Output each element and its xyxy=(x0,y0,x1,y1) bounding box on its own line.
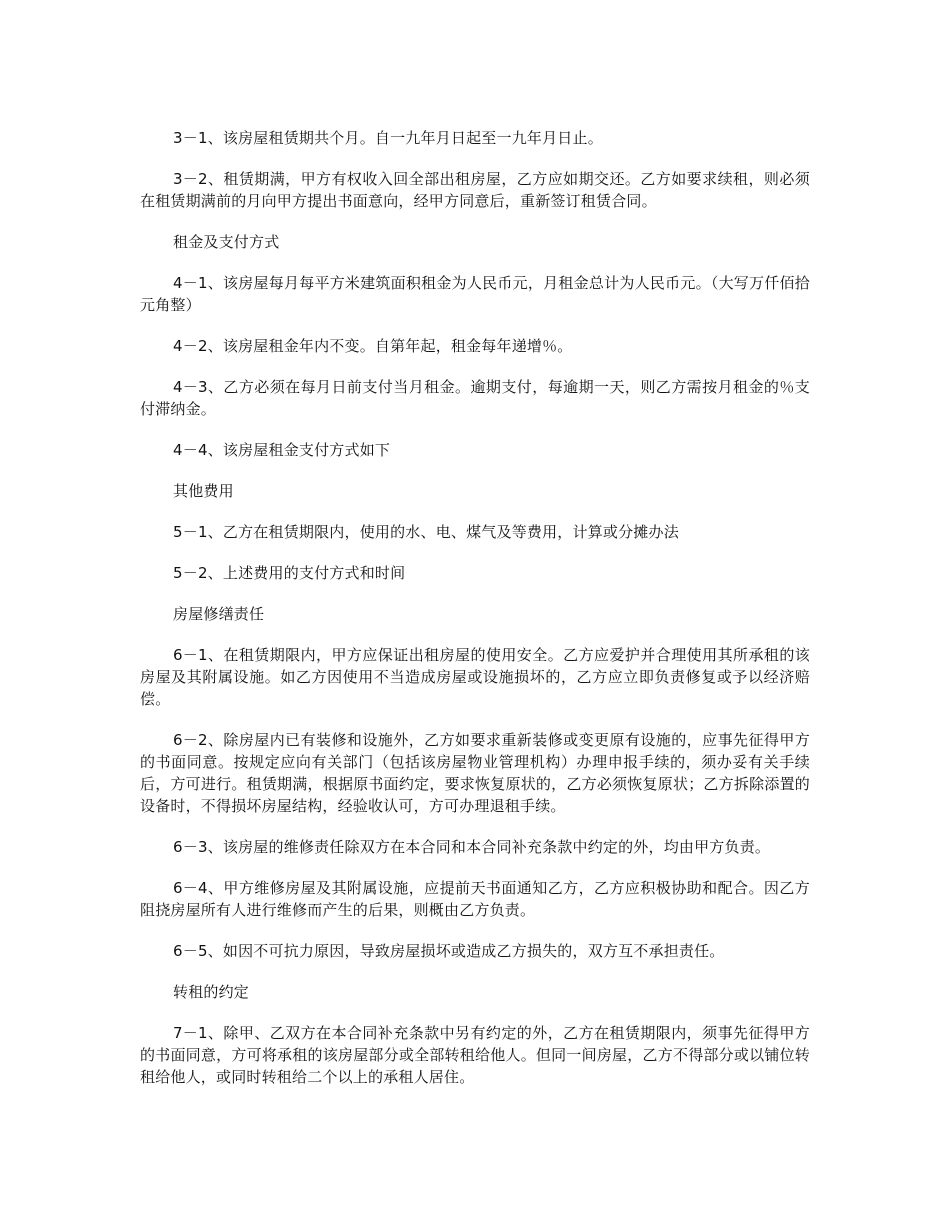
clause-5-2: 5－2、上述费用的支付方式和时间 xyxy=(173,564,406,582)
clause-4-3: 4－3、乙方必须在每月日前支付当月租金。逾期支付，每逾期一天，则乙方需按月租金的％支付滞纳金。 xyxy=(140,378,810,418)
clause-4-2: 4－2、该房屋租金年内不变。自第年起，租金每年递增％。 xyxy=(173,337,573,355)
section-heading-other-fees: 其他费用 xyxy=(173,482,234,500)
clause-6-3: 6－3、该房屋的维修责任除双方在本合同和本合同补充条款中约定的外，均由甲方负责。 xyxy=(173,838,771,856)
clause-4-1: 4－1、该房屋每月每平方米建筑面积租金为人民币元，月租金总计为人民币元。（大写万仟佰拾元角整） xyxy=(140,274,810,314)
clause-5-1: 5－1、乙方在租赁期限内，使用的水、电、煤气及等费用，计算或分摊办法 xyxy=(173,523,679,541)
clause-6-1: 6－1、在租赁期限内，甲方应保证出租房屋的使用安全。乙方应爱护并合理使用其所承租的该房屋及其附属设施。如乙方因使用不当造成房屋或设施损坏的，乙方应立即负责修复或予以经济赔偿。 xyxy=(140,646,810,708)
section-heading-repair: 房屋修缮责任 xyxy=(173,605,265,623)
clause-7-1: 7－1、除甲、乙双方在本合同补充条款中另有约定的外，乙方在租赁期限内，须事先征得甲方的书面同意，方可将承租的该房屋部分或全部转租给他人。但同一间房屋，乙方不得部分或以铺位转租给他人，或同时转租给二个以上的承租人居住。 xyxy=(140,1024,810,1086)
clause-3-1: 3－1、该房屋租赁期共个月。自一九年月日起至一九年月日止。 xyxy=(173,129,603,147)
clause-6-4: 6－4、甲方维修房屋及其附属设施，应提前天书面通知乙方，乙方应积极协助和配合。因乙方阻挠房屋所有人进行维修而产生的后果，则概由乙方负责。 xyxy=(140,879,810,919)
clause-4-4: 4－4、该房屋租金支付方式如下 xyxy=(173,441,391,459)
document-page xyxy=(140,127,810,1107)
clause-3-2: 3－2、租赁期满，甲方有权收入回全部出租房屋，乙方应如期交还。乙方如要求续租，则必须在租赁期满前的月向甲方提出书面意向，经甲方同意后，重新签订租赁合同。 xyxy=(140,170,810,210)
section-heading-rent-payment: 租金及支付方式 xyxy=(173,233,280,251)
clause-6-5: 6－5、如因不可抗力原因，导致房屋损坏或造成乙方损失的，双方互不承担责任。 xyxy=(173,942,725,960)
clause-6-2: 6－2、除房屋内已有装修和设施外，乙方如要求重新装修或变更原有设施的，应事先征得甲方的书面同意。按规定应向有关部门（包括该房屋物业管理机构）办理申报手续的，须办妥有关手续后，方可进行。租赁期满，根据原书面约定，要求恢复原状的，乙方必须恢复原状；乙方拆除添置的设备时，不得损坏房屋结构，经验收认可，方可办理退租手续。 xyxy=(140,731,810,815)
section-heading-sublease: 转租的约定 xyxy=(173,983,250,1001)
